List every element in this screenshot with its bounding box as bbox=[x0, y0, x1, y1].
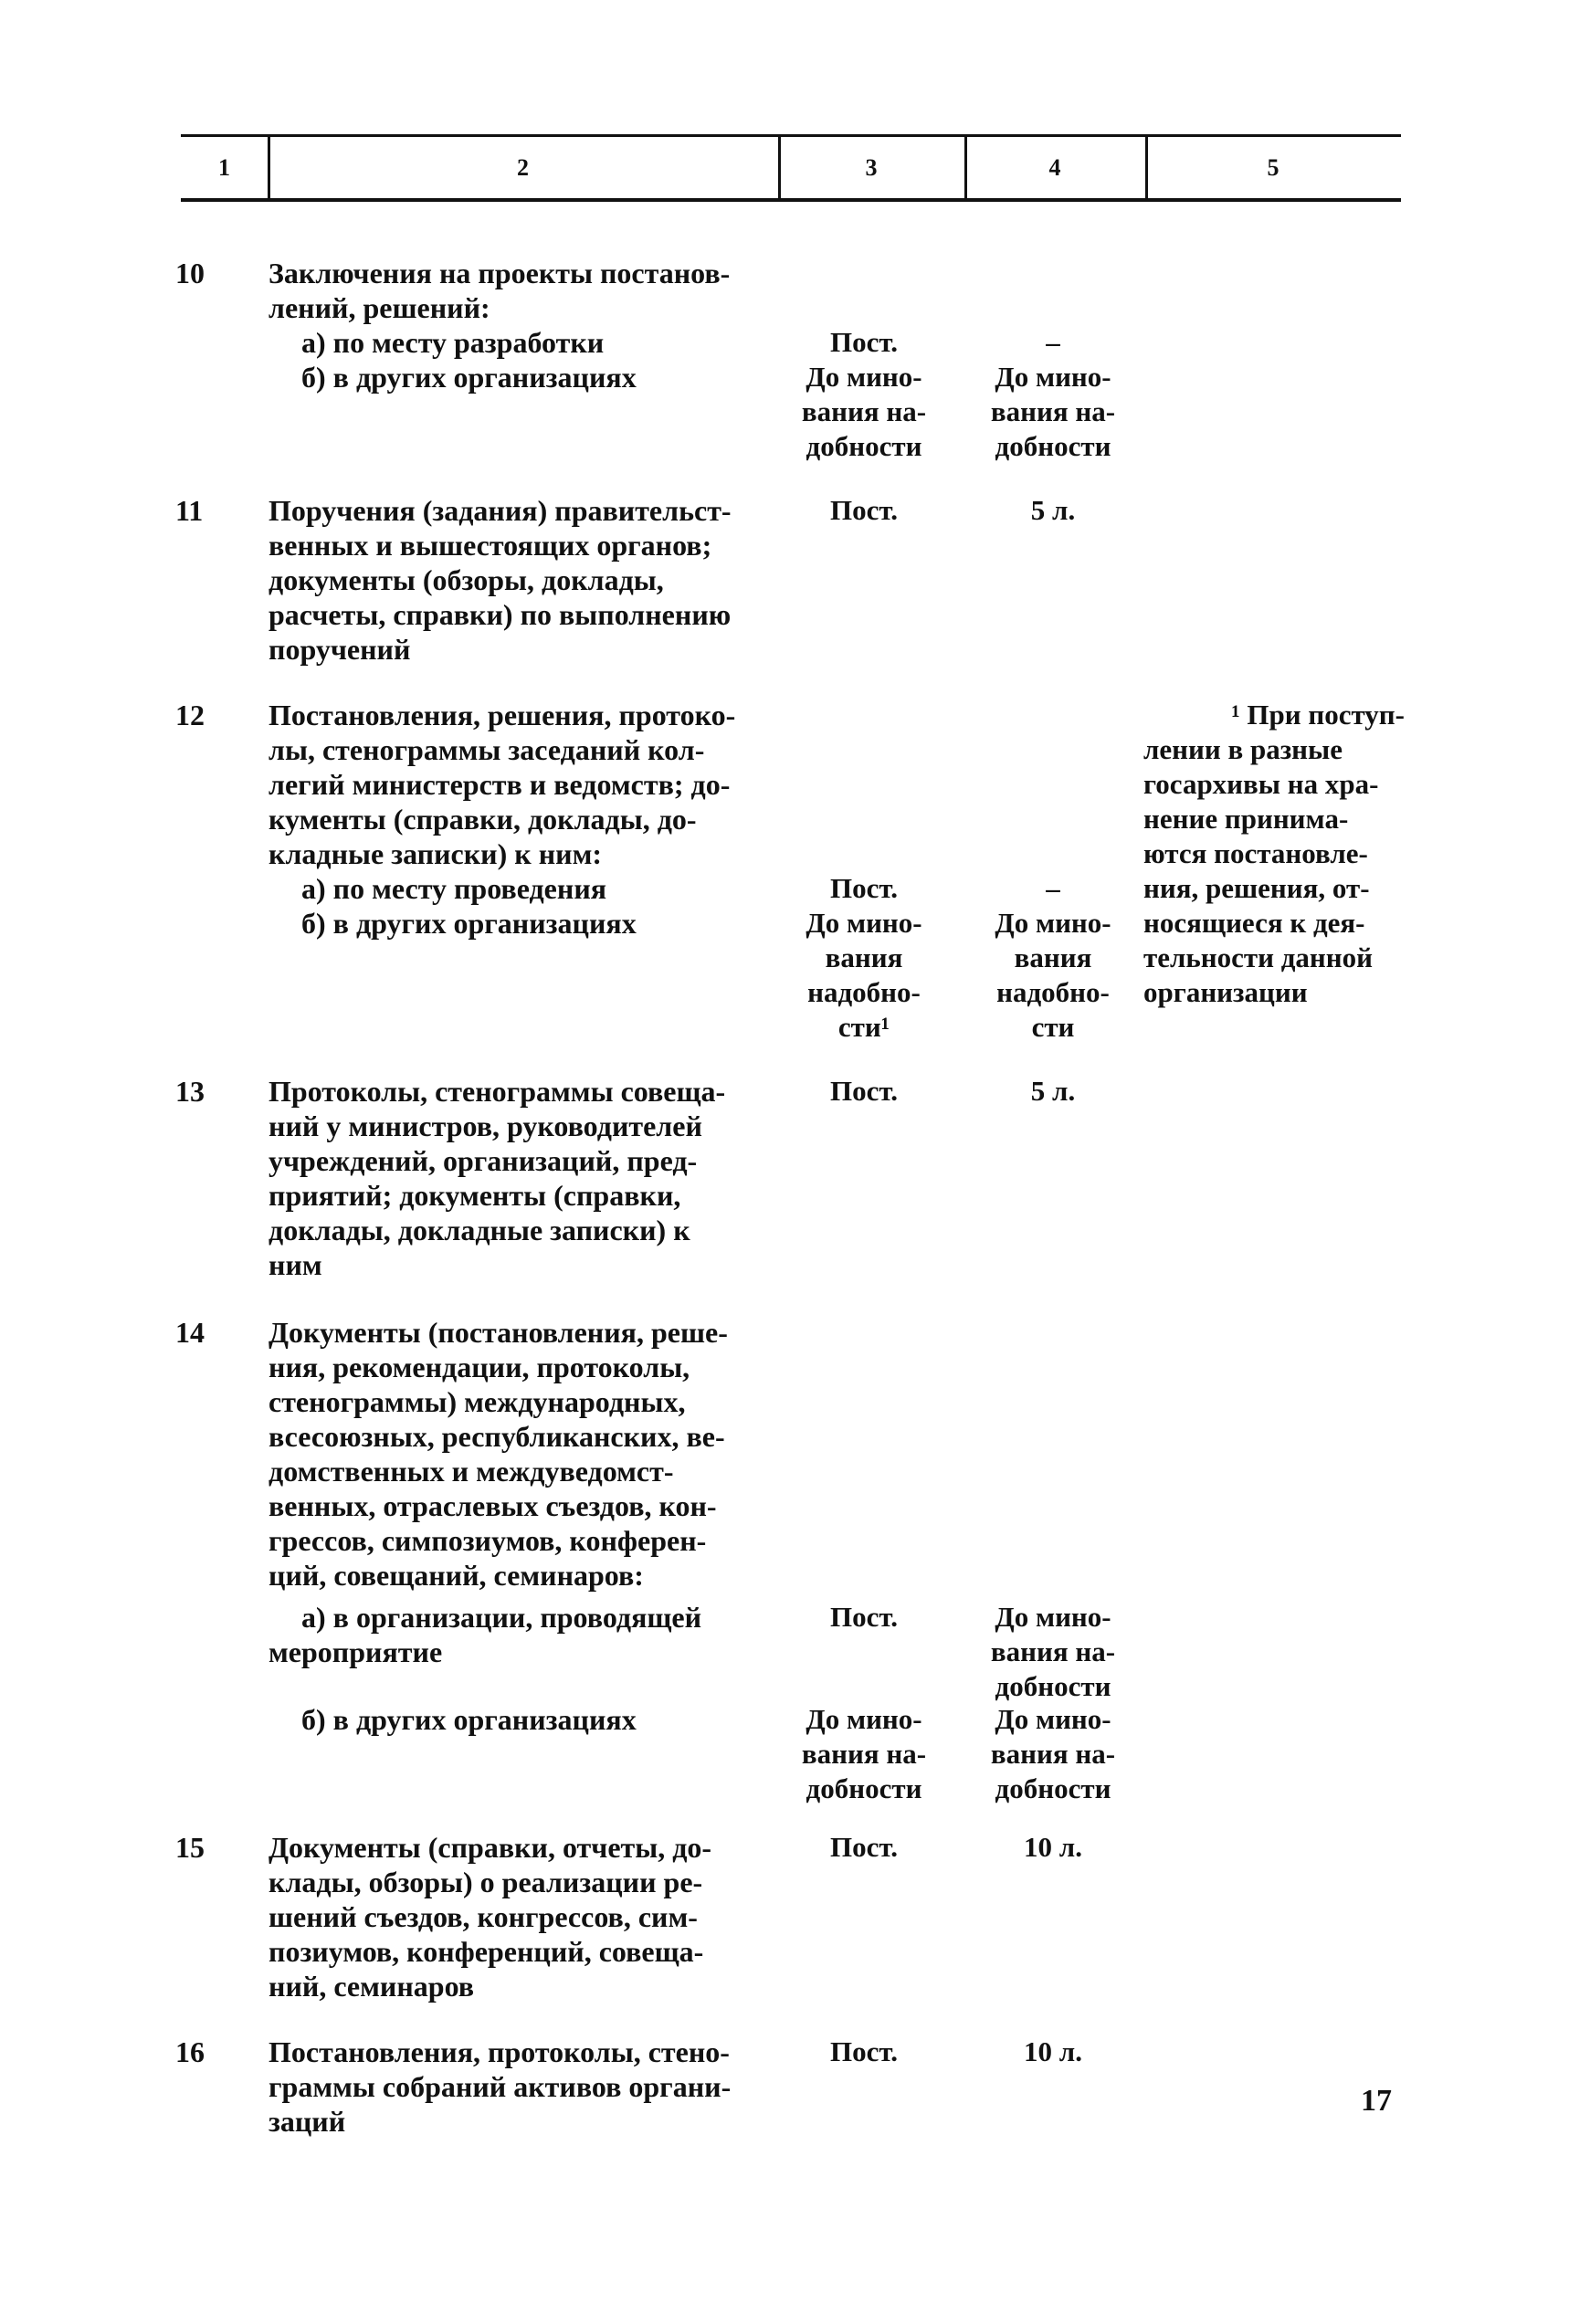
row-subitem: мероприятие bbox=[269, 1635, 443, 1668]
row-description-line: расчеты, справки) по выполнению bbox=[269, 598, 732, 631]
row-description-line: Постановления, решения, протоко- bbox=[269, 699, 736, 731]
retention-col3 bbox=[787, 2035, 941, 2069]
row-description-line: учреждений, организаций, пред- bbox=[269, 1144, 698, 1177]
row-description-line: приятий; документы (справки, bbox=[269, 1179, 681, 1212]
col3-line: До мино- bbox=[806, 907, 922, 939]
note-line: носящиеся к дея- bbox=[1143, 907, 1365, 939]
row-description-line: кладные записки) к ним: bbox=[269, 837, 603, 870]
col4-line: добности bbox=[995, 1772, 1111, 1804]
note-line: ¹ При поступ- bbox=[1231, 699, 1405, 731]
row-description-line: грессов, симпозиумов, конферен- bbox=[269, 1524, 707, 1557]
col4-line: вания на- bbox=[990, 1635, 1116, 1667]
row-description-line: кументы (справки, доклады, до- bbox=[269, 803, 697, 836]
row-number: 16 bbox=[175, 2035, 205, 2068]
col4-line: До мино- bbox=[995, 361, 1111, 393]
retention-col3 bbox=[787, 325, 941, 464]
col4-line: До мино- bbox=[995, 1601, 1111, 1633]
col4-line: – bbox=[1046, 326, 1060, 358]
col4-line: добности bbox=[995, 1670, 1111, 1702]
row-subitem: б) в других организациях bbox=[301, 907, 637, 940]
row-number: 13 bbox=[175, 1075, 205, 1108]
retention-col4 bbox=[974, 325, 1132, 464]
row-description-line: клады, обзоры) о реализации ре- bbox=[269, 1866, 703, 1898]
note-line: нение принима- bbox=[1143, 803, 1349, 835]
row-description-line: легий министерств и ведомств; до- bbox=[269, 768, 731, 801]
col3-line: надобно- bbox=[807, 976, 921, 1008]
header-col-5: 5 bbox=[1267, 154, 1279, 181]
row-subitem: а) по месту разработки bbox=[301, 326, 605, 359]
note-line: ния, решения, от- bbox=[1143, 872, 1370, 904]
row-description-line: ним bbox=[269, 1248, 322, 1281]
row-subitem: б) в других организациях bbox=[301, 1703, 637, 1736]
col4-line: сти bbox=[1031, 1011, 1075, 1043]
col3-line: Пост. bbox=[829, 1831, 899, 1863]
row-description-line: лы, стенограммы заседаний кол- bbox=[269, 733, 705, 766]
col4-line: вания bbox=[1014, 941, 1092, 973]
retention-col4 bbox=[974, 871, 1132, 1045]
retention-col3 bbox=[787, 1830, 941, 1865]
col4-line: 5 л. bbox=[1030, 1075, 1076, 1107]
col4-line: До мино- bbox=[995, 1703, 1111, 1735]
col3-line: сти¹ bbox=[837, 1011, 890, 1043]
header-col-1: 1 bbox=[218, 154, 230, 181]
col3-line: вания на- bbox=[801, 395, 927, 427]
col3-line: Пост. bbox=[829, 872, 899, 904]
col3-line: вания на- bbox=[801, 1738, 927, 1770]
col3-line: Пост. bbox=[829, 326, 899, 358]
table-header bbox=[181, 134, 1401, 202]
col4-line: вания на- bbox=[990, 395, 1116, 427]
row-description-line: Заключения на проекты постанов- bbox=[269, 257, 731, 289]
row-number: 15 bbox=[175, 1831, 205, 1864]
header-col-4: 4 bbox=[1048, 154, 1061, 181]
row-description-line: всесоюзных, республиканских, ве- bbox=[269, 1420, 725, 1453]
col3-line: До мино- bbox=[806, 1703, 922, 1735]
row-description-line: Документы (справки, отчеты, до- bbox=[269, 1831, 712, 1864]
col4-line: надобно- bbox=[996, 976, 1110, 1008]
header-top-rule bbox=[181, 134, 1401, 137]
row-description-line: Постановления, протоколы, стено- bbox=[269, 2035, 730, 2068]
row-description-line: Поручения (задания) правительст- bbox=[269, 494, 732, 527]
row-description-line: Протоколы, стенограммы совеща- bbox=[269, 1075, 726, 1108]
row-description-line: документы (обзоры, доклады, bbox=[269, 563, 664, 596]
note-line: ются постановле- bbox=[1143, 837, 1368, 869]
row-description-line: венных, отраслевых съездов, кон- bbox=[269, 1489, 717, 1522]
row-subitem: б) в других организациях bbox=[301, 361, 637, 394]
retention-col4 bbox=[974, 1830, 1132, 1865]
row-subitem: а) в организации, проводящей bbox=[301, 1601, 702, 1634]
retention-col3 bbox=[787, 871, 941, 1045]
retention-col4 bbox=[974, 1600, 1132, 1704]
col4-line: 10 л. bbox=[1024, 2035, 1082, 2067]
row-description-line: лений, решений: bbox=[269, 291, 490, 324]
header-col-2: 2 bbox=[517, 154, 529, 181]
retention-col3 bbox=[787, 493, 941, 528]
footnote-note bbox=[1143, 698, 1405, 1010]
col3-line: Пост. bbox=[829, 2035, 899, 2067]
row-description-line: ций, совещаний, семинаров: bbox=[269, 1559, 644, 1592]
row-number: 14 bbox=[175, 1316, 205, 1349]
row-number: 12 bbox=[175, 699, 205, 731]
retention-col3 bbox=[787, 1600, 941, 1635]
note-line: госархивы на хра- bbox=[1143, 768, 1379, 800]
retention-col4 bbox=[974, 493, 1132, 528]
row-description-line: шений съездов, конгрессов, сим- bbox=[269, 1900, 698, 1933]
retention-col3 bbox=[787, 1074, 941, 1109]
col4-line: вания на- bbox=[990, 1738, 1116, 1770]
row-number: 11 bbox=[175, 494, 204, 527]
page-number: 17 bbox=[1361, 2084, 1392, 2118]
row-description-line: позиумов, конференций, совеща- bbox=[269, 1935, 704, 1968]
row-description-line: ний, семинаров bbox=[269, 1970, 475, 2003]
col3-line: Пост. bbox=[829, 1075, 899, 1107]
col4-line: 10 л. bbox=[1024, 1831, 1082, 1863]
header-bottom-rule bbox=[181, 198, 1401, 202]
col3-line: добности bbox=[806, 430, 922, 462]
row-description-line: ний у министров, руководителей bbox=[269, 1109, 702, 1142]
row-description-line: поручений bbox=[269, 633, 411, 666]
note-line: лении в разные bbox=[1143, 733, 1343, 765]
retention-col3 bbox=[787, 1702, 941, 1806]
row-description-line: стенограммы) международных, bbox=[269, 1385, 686, 1418]
row-description-line: домственных и междуведомст- bbox=[269, 1455, 674, 1488]
col4-line: До мино- bbox=[995, 907, 1111, 939]
col3-line: вания bbox=[825, 941, 903, 973]
row-description-line: заций bbox=[269, 2105, 346, 2138]
col3-line: добности bbox=[806, 1772, 922, 1804]
header-col-3: 3 bbox=[865, 154, 878, 181]
retention-col4 bbox=[974, 1074, 1132, 1109]
col4-line: – bbox=[1046, 872, 1060, 904]
col3-line: До мино- bbox=[806, 361, 922, 393]
col4-line: 5 л. bbox=[1030, 494, 1076, 526]
col3-line: Пост. bbox=[829, 494, 899, 526]
row-description-line: граммы собраний активов органи- bbox=[269, 2070, 732, 2103]
row-description-line: доклады, докладные записки) к bbox=[269, 1214, 690, 1246]
row-number: 10 bbox=[175, 257, 205, 289]
col3-line: Пост. bbox=[829, 1601, 899, 1633]
note-line: тельности данной bbox=[1143, 941, 1373, 973]
retention-col4 bbox=[974, 1702, 1132, 1806]
note-line: организации bbox=[1143, 976, 1308, 1008]
row-subitem: а) по месту проведения bbox=[301, 872, 607, 905]
retention-col4 bbox=[974, 2035, 1132, 2069]
row-description-line: ния, рекомендации, протоколы, bbox=[269, 1351, 690, 1383]
row-description-line: Документы (постановления, реше- bbox=[269, 1316, 728, 1349]
col4-line: добности bbox=[995, 430, 1111, 462]
row-description-line: венных и вышестоящих органов; bbox=[269, 529, 712, 562]
